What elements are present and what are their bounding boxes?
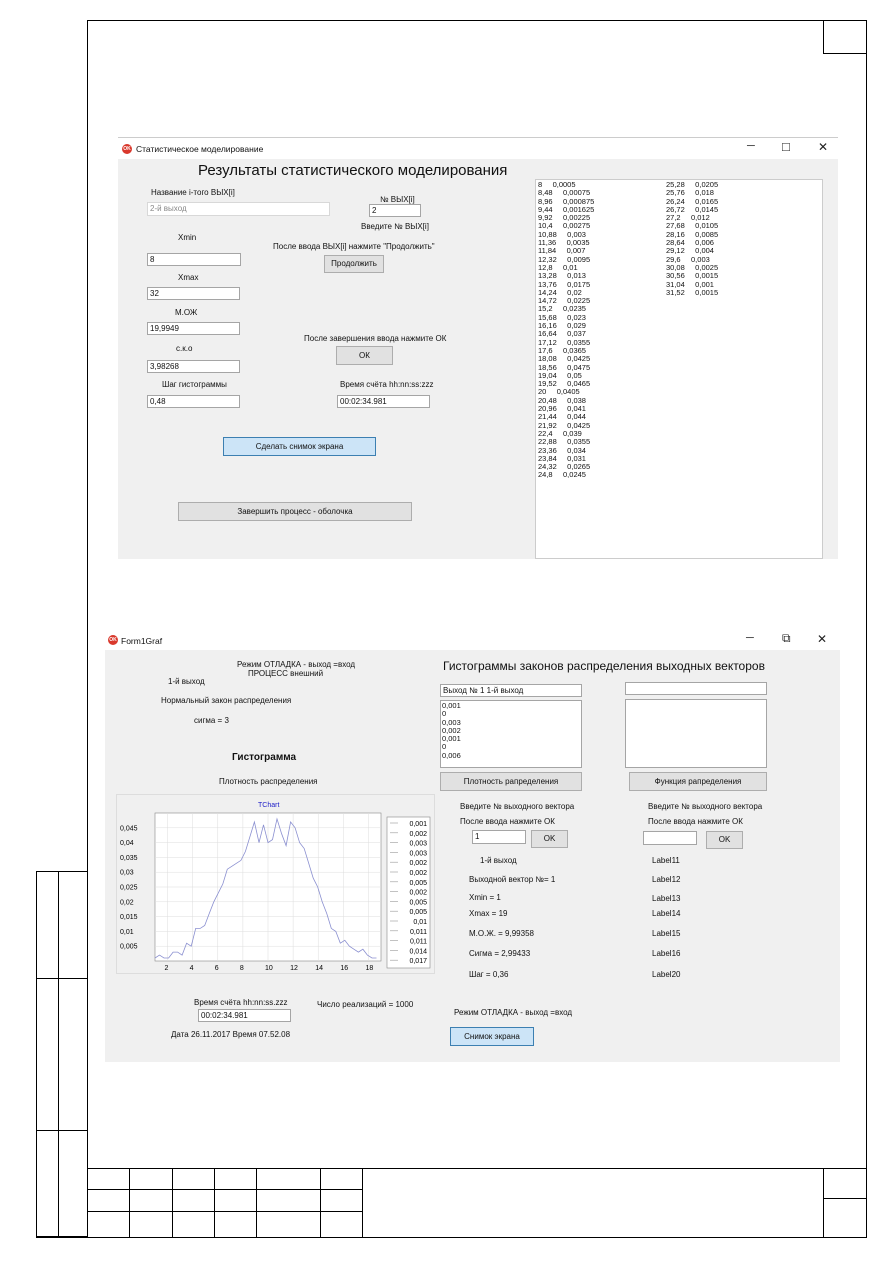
- label12: Label12: [652, 875, 681, 884]
- result-row: 16,16 0,029: [538, 321, 586, 331]
- close-icon[interactable]: ✕: [817, 632, 828, 646]
- legend-entry: 0,011: [410, 938, 427, 946]
- output-name-label: 1-й выход: [168, 677, 205, 686]
- sko-field[interactable]: 3,98268: [147, 360, 240, 373]
- frame-top: [87, 20, 867, 21]
- memo-line: 0: [442, 709, 447, 719]
- output-field[interactable]: Выход № 1 1-й выход: [440, 684, 582, 697]
- result-row: 26,24 0,0165: [666, 196, 719, 206]
- process-label: ПРОЦЕСС внешний: [248, 669, 324, 678]
- res-output-label: 1-й выход: [480, 856, 517, 865]
- result-row: 26,72 0,0145: [666, 204, 719, 214]
- result-row: 12,8 0,01: [538, 262, 578, 272]
- name-label: Название i-того ВЫХ[i]: [151, 188, 235, 197]
- continue-button[interactable]: Продолжить: [324, 255, 384, 273]
- res-step-label: Шаг = 0,36: [469, 970, 509, 979]
- x-tick-label: 12: [290, 965, 298, 972]
- mean-field[interactable]: 19,9949: [147, 322, 240, 335]
- result-row: 20,48 0,038: [538, 395, 586, 405]
- legend-entry: 0,017: [409, 958, 427, 966]
- date-label: Дата 26.11.2017 Время 07.52.08: [171, 1030, 291, 1039]
- label13: Label13: [652, 894, 681, 903]
- legend-entry: 0,005: [409, 879, 427, 887]
- tchart-panel: [116, 794, 435, 974]
- memo-line: 0,002: [442, 725, 461, 735]
- legend-entry: 0,011: [410, 928, 427, 936]
- time-label: Время счёта hh:nn:ss.zzz: [194, 998, 288, 1007]
- density-button[interactable]: Плотность рапределения: [440, 772, 582, 791]
- results-column-1: [538, 181, 594, 480]
- result-row: 15,68 0,023: [538, 312, 586, 322]
- y-tick-label: 0,03: [120, 869, 134, 877]
- label20: Label20: [652, 970, 681, 979]
- step-field[interactable]: 0,48: [147, 395, 240, 408]
- window-form1graf: [105, 631, 840, 1062]
- y-tick-label: 0,035: [120, 854, 138, 862]
- result-row: 20,96 0,041: [538, 404, 586, 414]
- x-tick-label: 14: [315, 965, 324, 972]
- result-row: 11,36 0,0035: [538, 238, 590, 248]
- normal-law-label: Нормальный закон распределения: [161, 696, 292, 705]
- legend-entry: 0,005: [409, 899, 427, 907]
- result-row: 20 0,0405: [538, 387, 580, 397]
- y-tick-label: 0,015: [120, 914, 138, 922]
- result-row: 28,16 0,0085: [666, 229, 719, 239]
- close-icon[interactable]: ✕: [818, 140, 829, 154]
- memo-line: 0,003: [442, 717, 461, 727]
- label11: Label11: [652, 856, 680, 865]
- result-row: 24,32 0,0265: [538, 462, 591, 472]
- ok-button[interactable]: ОК: [336, 346, 393, 365]
- name-field[interactable]: 2-й выход: [147, 202, 330, 216]
- result-row: 13,28 0,013: [538, 271, 586, 281]
- x-tick-label: 6: [214, 965, 219, 972]
- result-row: 23,84 0,031: [538, 453, 586, 463]
- result-row: 9,44 0,001625: [538, 204, 595, 214]
- result-row: 19,52 0,0465: [538, 379, 591, 389]
- legend-entry: 0,005: [409, 909, 427, 917]
- vector-field-right[interactable]: [643, 831, 697, 845]
- label16: Label16: [652, 949, 681, 958]
- result-row: 16,64 0,037: [538, 329, 586, 339]
- result-row: 27,2 0,012: [666, 213, 710, 223]
- result-row: 18,56 0,0475: [538, 362, 591, 372]
- result-row: 18,08 0,0425: [538, 354, 591, 364]
- xmin-field[interactable]: 8: [147, 253, 241, 266]
- result-row: 21,44 0,044: [538, 412, 586, 422]
- maximize-icon[interactable]: □: [782, 139, 790, 154]
- app-icon: OK: [109, 637, 117, 643]
- label14: Label14: [652, 909, 681, 918]
- legend-entry: 0,003: [409, 840, 427, 848]
- screenshot-button[interactable]: Сделать снимок экрана: [223, 437, 376, 456]
- frame-left: [87, 20, 88, 1238]
- mean-label: М.ОЖ: [175, 308, 198, 317]
- legend-entry: 0,001: [409, 821, 427, 828]
- res-xmin-label: Xmin = 1: [469, 893, 501, 902]
- results-column-2: [666, 181, 718, 297]
- result-row: 8,48 0,00075: [538, 188, 591, 198]
- result-row: 29,12 0,004: [666, 246, 714, 256]
- result-row: 14,72 0,0225: [538, 296, 591, 306]
- y-tick-label: 0,02: [120, 899, 134, 907]
- result-row: 27,68 0,0105: [666, 221, 719, 231]
- no-field[interactable]: 2: [369, 204, 421, 217]
- time-label: Время счёта hh:nn:ss:zzz: [340, 380, 434, 389]
- function-field[interactable]: [625, 682, 767, 695]
- x-tick-label: 16: [340, 965, 349, 972]
- res-sigma-label: Сигма = 2,99433: [469, 949, 531, 958]
- function-memo[interactable]: [625, 699, 767, 768]
- memo-line: 0,006: [442, 750, 461, 760]
- after-input-label: После ввода ВЫХ[i] нажмите "Продолжить": [273, 242, 435, 251]
- side-stamp: [36, 871, 87, 1237]
- restore-icon[interactable]: ⧉: [782, 631, 791, 645]
- vector-field-left[interactable]: 1: [472, 830, 526, 844]
- x-tick-label: 2: [164, 965, 169, 972]
- result-row: 10,4 0,00275: [538, 221, 591, 231]
- after-input-right: После ввода нажмите ОК: [648, 817, 743, 826]
- result-row: 25,28 0,0205: [666, 180, 719, 189]
- hist-heading: Гистограммы законов распределения выходных векторов: [443, 659, 765, 673]
- result-row: 17,6 0,0365: [538, 345, 586, 355]
- result-row: 12,32 0,0095: [538, 254, 591, 264]
- density-label: Плотность распределения: [219, 777, 318, 786]
- result-row: 11,84 0,007: [538, 246, 586, 256]
- minimize-icon[interactable]: ─: [747, 140, 755, 152]
- histogram-label: Гистограмма: [232, 752, 297, 763]
- result-row: 22,88 0,0355: [538, 437, 591, 447]
- result-row: 30,08 0,0025: [666, 262, 719, 272]
- y-tick-label: 0,04: [120, 840, 134, 848]
- result-row: 25,76 0,018: [666, 188, 714, 198]
- after-finish-label: После завершения ввода нажмите ОК: [304, 334, 447, 343]
- y-tick-label: 0,01: [120, 928, 134, 936]
- result-row: 8,96 0,000875: [538, 196, 595, 206]
- screenshot-button-2[interactable]: Снимок экрана: [450, 1027, 534, 1046]
- legend-entry: 0,003: [409, 850, 427, 858]
- frame-bottom: [36, 1237, 867, 1238]
- result-row: 31,04 0,001: [666, 279, 714, 289]
- realizations-label: Число реализаций = 1000: [317, 1000, 414, 1009]
- finish-process-button[interactable]: Завершить процесс - оболочка: [178, 502, 412, 521]
- page-heading: Результаты статистического моделирования: [198, 162, 508, 179]
- x-tick-label: 8: [239, 965, 244, 972]
- result-row: 13,76 0,0175: [538, 279, 591, 289]
- result-row: 15,2 0,0235: [538, 304, 586, 314]
- frame-right: [866, 20, 867, 1238]
- mode-label: Режим ОТЛАДКА - выход =вход: [237, 660, 356, 669]
- density-memo[interactable]: [440, 700, 582, 768]
- x-tick-label: 10: [265, 965, 273, 972]
- res-mean-label: М.О.Ж. = 9,99358: [469, 929, 534, 938]
- legend-entry: 0,002: [409, 870, 427, 877]
- result-row: 22,4 0,039: [538, 428, 582, 438]
- results-list[interactable]: [535, 179, 823, 559]
- enter-no-label: Введите № ВЫХ[i]: [361, 222, 429, 231]
- result-row: 24,8 0,0245: [538, 470, 586, 480]
- result-row: 23,36 0,034: [538, 445, 586, 455]
- y-tick-label: 0,045: [120, 825, 138, 833]
- x-tick-label: 18: [365, 965, 374, 972]
- app-icon: OK: [123, 146, 131, 152]
- chart-svg: [117, 795, 436, 975]
- memo-line: 0,001: [442, 734, 461, 744]
- res-xmax-label: Xmax = 19: [469, 909, 508, 918]
- memo-line: 0: [442, 742, 447, 752]
- res-vector-label: Выходной вектор №= 1: [469, 875, 556, 884]
- window2-title: Form1Graf: [121, 636, 163, 646]
- time-field[interactable]: 00:02:34.981: [337, 395, 430, 408]
- chart-title: TChart: [258, 802, 280, 809]
- window1-title: Статистическое моделирование: [136, 144, 264, 154]
- memo-line: 0,001: [442, 701, 461, 710]
- minimize-icon[interactable]: ─: [746, 632, 754, 644]
- result-row: 19,04 0,05: [538, 370, 582, 380]
- xmax-field[interactable]: 32: [147, 287, 240, 300]
- ok-left-button[interactable]: OK: [531, 830, 568, 848]
- result-row: 8 0,0005: [538, 180, 576, 189]
- result-row: 17,12 0,0355: [538, 337, 591, 347]
- result-row: 31,52 0,0015: [666, 287, 719, 297]
- mode2-label: Режим ОТЛАДКА - выход =вход: [454, 1008, 573, 1017]
- xmin-label: Xmin: [178, 233, 197, 242]
- result-row: 21,92 0,0425: [538, 420, 591, 430]
- legend-entry: 0,014: [409, 948, 427, 956]
- window1-client: [118, 159, 838, 559]
- result-row: 28,64 0,006: [666, 238, 714, 248]
- step-label: Шаг гистограммы: [162, 380, 227, 389]
- enter-vector-right: Введите № выходного вектора: [648, 802, 763, 811]
- window1-titlebar: [118, 137, 838, 160]
- after-input-left: После ввода нажмите ОК: [460, 817, 555, 826]
- x-tick-label: 4: [189, 965, 194, 972]
- corner-box: [823, 20, 867, 54]
- y-tick-label: 0,005: [120, 943, 138, 951]
- stamp-top: [87, 1168, 867, 1169]
- label15: Label15: [652, 929, 681, 938]
- legend-entry: 0,01: [413, 919, 427, 926]
- legend-entry: 0,002: [409, 889, 427, 897]
- sigma-label: сигма = 3: [194, 716, 229, 725]
- result-row: 29,6 0,003: [666, 254, 710, 264]
- result-row: 9,92 0,00225: [538, 213, 591, 223]
- result-row: 30,56 0,0015: [666, 271, 719, 281]
- time-field[interactable]: 00:02:34.981: [198, 1009, 291, 1022]
- enter-vector-left: Введите № выходного вектора: [460, 802, 575, 811]
- y-tick-label: 0,025: [120, 884, 138, 892]
- function-button[interactable]: Функция рапределения: [629, 772, 767, 791]
- sko-label: с.к.о: [176, 344, 193, 353]
- ok-right-button[interactable]: OK: [706, 831, 743, 849]
- legend-entry: 0,002: [409, 860, 427, 868]
- no-label: № ВЫХ[i]: [380, 195, 415, 204]
- result-row: 10,88 0,003: [538, 229, 586, 239]
- window2-client: [105, 650, 840, 1062]
- window-statistical-modeling: [118, 137, 838, 559]
- xmax-label: Xmax: [178, 273, 199, 282]
- legend-entry: 0,002: [409, 830, 427, 838]
- density-memo-lines: [442, 702, 580, 760]
- result-row: 14,24 0,02: [538, 287, 582, 297]
